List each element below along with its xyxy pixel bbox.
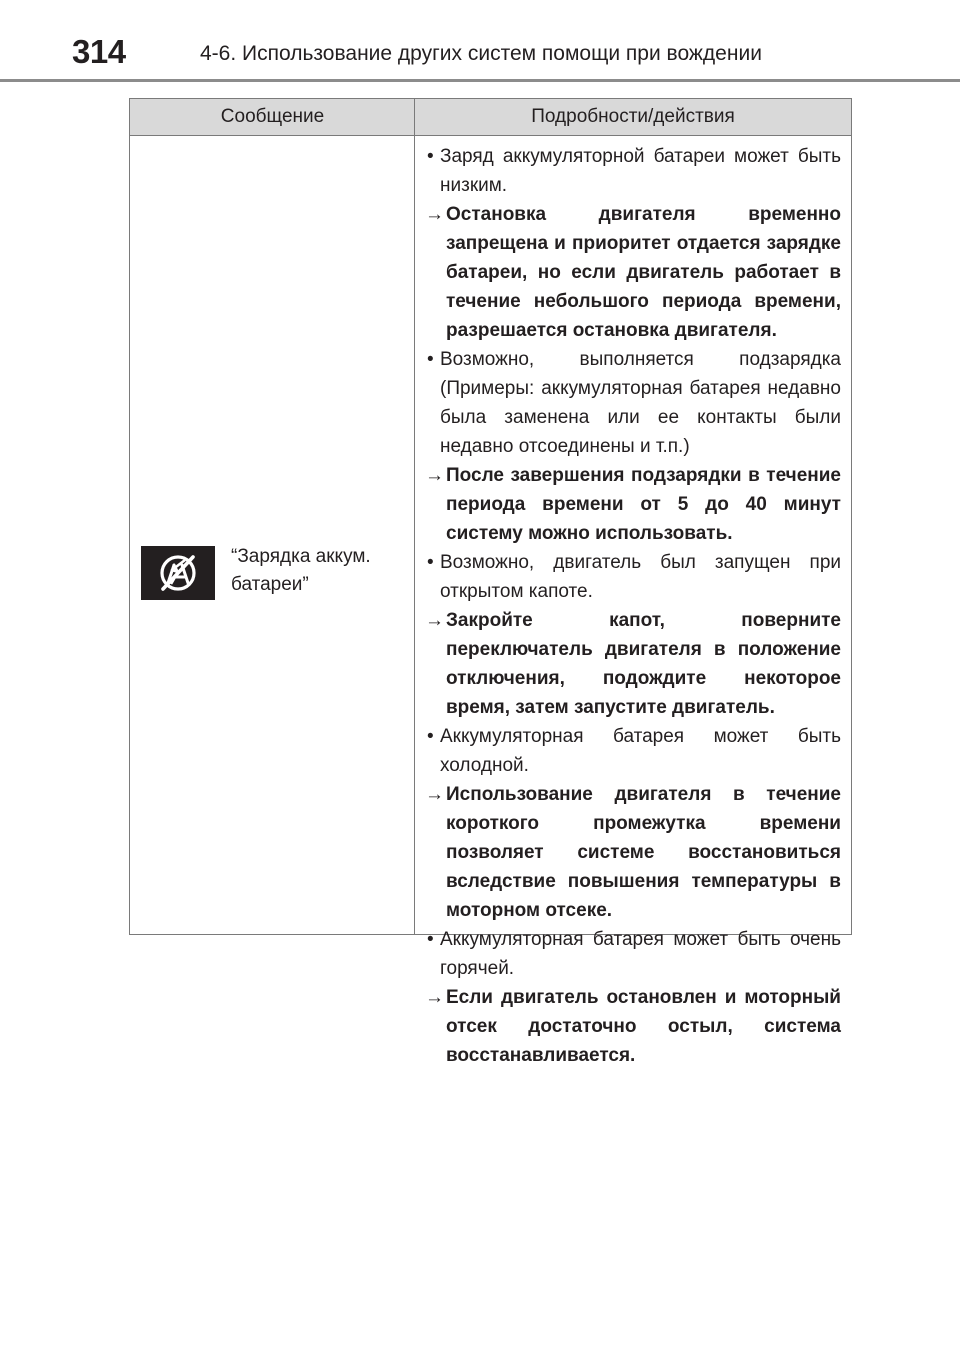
- action-line: [425, 258, 841, 287]
- arrow-right-icon: →: [425, 784, 444, 805]
- arrow-right-icon: →: [425, 465, 444, 486]
- line-text: отключения, подождите некоторое: [446, 668, 841, 689]
- arrow-right-icon: →: [425, 987, 444, 1008]
- line-text: Закройте капот, поверните: [446, 610, 841, 631]
- action-line: [425, 490, 841, 519]
- action-line: [425, 867, 841, 896]
- table-header: [130, 99, 851, 136]
- cause-line: [425, 403, 841, 432]
- line-text: вследствие повышения температуры в: [446, 871, 841, 892]
- cause-line: [425, 374, 841, 403]
- bullet-icon: •: [427, 726, 434, 747]
- line-text: Возможно, двигатель был запущен при: [440, 552, 841, 573]
- line-text: время, затем запустите двигатель.: [446, 697, 775, 718]
- action-line: [425, 200, 841, 229]
- line-text: холодной.: [440, 755, 529, 776]
- action-line: [425, 229, 841, 258]
- line-text: После завершения подзарядки в течение: [446, 465, 841, 486]
- action-line: [425, 664, 841, 693]
- line-text: Остановка двигателя временно: [446, 204, 841, 225]
- column-header-details: Подробности/действия: [531, 106, 735, 127]
- line-text: Использование двигателя в течение: [446, 784, 841, 805]
- bullet-icon: •: [427, 146, 434, 167]
- cause-line: [425, 171, 841, 200]
- line-text: Аккумуляторная батарея может быть очень: [440, 929, 841, 950]
- line-text: систему можно использовать.: [446, 523, 733, 544]
- action-line: [425, 693, 841, 722]
- cause-line: [425, 142, 841, 171]
- action-line: [425, 287, 841, 316]
- line-text: Если двигатель остановлен и моторный: [446, 987, 841, 1008]
- line-text: недавно отсоединены и т.п.): [440, 436, 690, 457]
- cause-line: [425, 925, 841, 954]
- battery-charging-stop-icon: [141, 546, 215, 600]
- line-text: Заряд аккумуляторной батареи может быть: [440, 146, 841, 167]
- action-line: [425, 519, 841, 548]
- action-line: [425, 1041, 841, 1070]
- line-text: запрещена и приоритет отдается зарядке: [446, 233, 841, 254]
- action-line: [425, 838, 841, 867]
- action-line: [425, 461, 841, 490]
- line-text: была заменена или ее контакты были: [440, 407, 841, 428]
- line-text: восстанавливается.: [446, 1045, 636, 1066]
- action-line: [425, 1012, 841, 1041]
- column-divider: [414, 99, 415, 934]
- line-text: отсек достаточно остыл, система: [446, 1016, 841, 1037]
- arrow-right-icon: →: [425, 204, 444, 225]
- line-text: периода времени от 5 до 40 минут: [446, 494, 841, 515]
- page-header: [0, 0, 960, 82]
- cause-line: [425, 577, 841, 606]
- bullet-icon: •: [427, 929, 434, 950]
- bullet-icon: •: [427, 349, 434, 370]
- cause-line: [425, 722, 841, 751]
- message-line-1: “Зарядка аккум.: [231, 546, 371, 567]
- chapter-title: 4-6. Использование других систем помощи при вождении: [200, 42, 762, 65]
- details-cell: [425, 142, 841, 1070]
- line-text: короткого промежутка времени: [446, 813, 841, 834]
- message-line-2: батареи”: [231, 574, 309, 595]
- cause-line: [425, 954, 841, 983]
- action-line: [425, 316, 841, 345]
- line-text: горячей.: [440, 958, 515, 979]
- line-text: моторном отсеке.: [446, 900, 613, 921]
- cause-line: [425, 432, 841, 461]
- page-number: 314: [72, 33, 126, 70]
- action-line: [425, 809, 841, 838]
- cause-line: [425, 345, 841, 374]
- line-text: течение небольшого периода времени,: [446, 291, 841, 312]
- line-text: Аккумуляторная батарея может быть: [440, 726, 841, 747]
- arrow-right-icon: →: [425, 610, 444, 631]
- line-text: батареи, но если двигатель работает в: [446, 262, 841, 283]
- line-text: позволяет системе восстановиться: [446, 842, 841, 863]
- bullet-icon: •: [427, 552, 434, 573]
- action-line: [425, 635, 841, 664]
- cause-line: [425, 751, 841, 780]
- action-line: [425, 780, 841, 809]
- messages-table: [129, 98, 852, 1066]
- line-text: переключатель двигателя в положение: [446, 639, 841, 660]
- header-rule: [0, 79, 960, 82]
- message-cell: [130, 136, 414, 934]
- message-text: [231, 543, 411, 599]
- line-text: низким.: [440, 175, 508, 196]
- column-header-message: Сообщение: [220, 106, 325, 127]
- line-text: разрешается остановка двигателя.: [446, 320, 777, 341]
- action-line: [425, 896, 841, 925]
- action-line: [425, 606, 841, 635]
- line-text: открытом капоте.: [440, 581, 593, 602]
- line-text: (Примеры: аккумуляторная батарея недавно: [440, 378, 841, 399]
- line-text: Возможно, выполняется подзарядка: [440, 349, 841, 370]
- cause-line: [425, 548, 841, 577]
- action-line: [425, 983, 841, 1012]
